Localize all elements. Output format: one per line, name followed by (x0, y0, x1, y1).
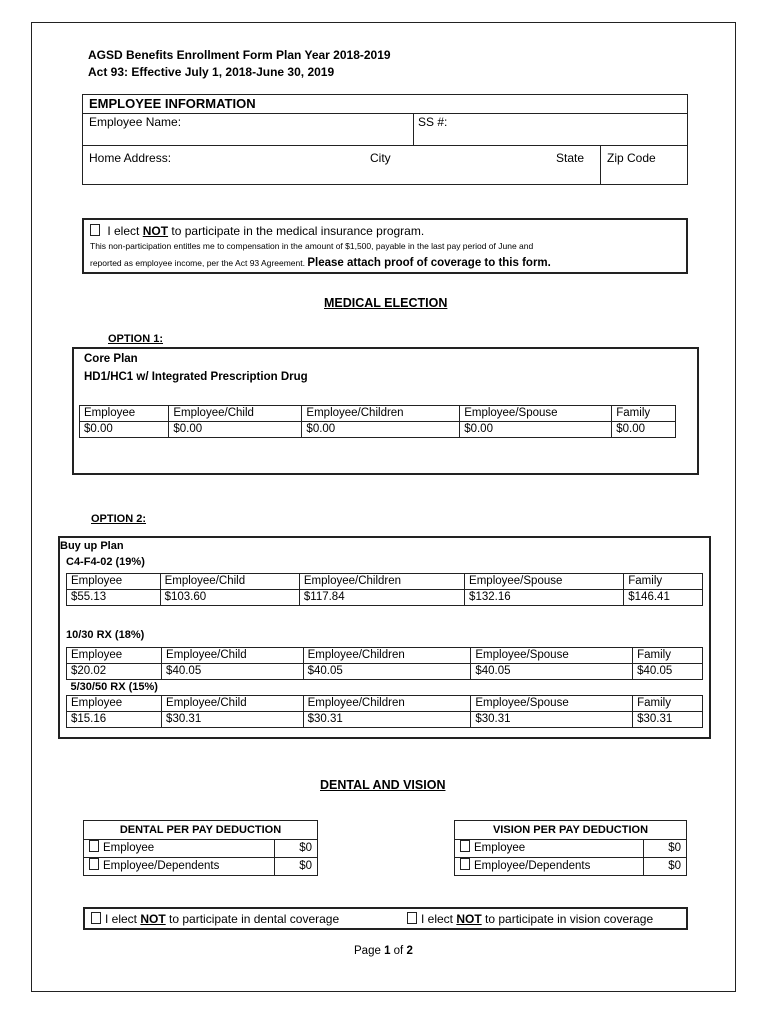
vision-dependents-checkbox[interactable] (460, 858, 470, 870)
col-employee-children: Employee/Children (302, 406, 460, 422)
rate-header-row (80, 406, 676, 422)
core-plan-subtitle: HD1/HC1 w/ Integrated Prescription Drug (84, 371, 308, 383)
vision-header: VISION PER PAY DEDUCTION (455, 821, 687, 840)
rate-value-row: $15.16 $30.31 $30.31 $30.31 $30.31 (67, 712, 703, 728)
opt-out-compensation-text: This non-participation entitles me to compensation in the amount of $1,500, payable in the last pay period of June and (90, 241, 534, 251)
zip-code-label: Zip Code (607, 151, 656, 165)
dental-employee-checkbox[interactable] (89, 840, 99, 852)
dental-row-dependents: Employee/Dependents $0 (84, 858, 318, 876)
col-employee: Employee (80, 406, 169, 422)
rate-header-row: Employee Employee/Child Employee/Children Employee/Spouse Family (67, 574, 703, 590)
medical-election-title: MEDICAL ELECTION (324, 296, 448, 310)
vision-row-dependents: Employee/Dependents $0 (455, 858, 687, 876)
plan-c4-name: C4-F4-02 (19%) (66, 556, 145, 568)
rate-header-row: Employee Employee/Child Employee/Children Employee/Spouse Family (67, 648, 703, 664)
plan-1030rx-rate-table (66, 647, 703, 728)
col-family: Family (612, 406, 676, 422)
core-plan-name: Core Plan (84, 353, 138, 365)
proof-of-coverage-note: Please attach proof of coverage to this form. (307, 257, 551, 269)
form-subtitle: Act 93: Effective July 1, 2018-June 30, 2019 (88, 65, 335, 79)
dental-row-employee: Employee $0 (84, 840, 318, 858)
plan-c4-rate-table (66, 573, 703, 606)
rate-value-row: $0.00 $0.00 $0.00 $0.00 $0.00 (80, 422, 676, 438)
employee-info-title: EMPLOYEE INFORMATION (83, 95, 687, 114)
col-employee-child: Employee/Child (169, 406, 302, 422)
page-number: Page 1 of 2 (354, 945, 413, 957)
option2-label: OPTION 2: (91, 513, 147, 525)
home-address-label: Home Address: (89, 151, 172, 165)
vision-deduction-table (454, 820, 687, 876)
dental-opt-out-checkbox[interactable] (91, 912, 101, 924)
employee-name-label: Employee Name: (89, 115, 182, 129)
option1-rate-table (79, 405, 676, 438)
form-title: AGSD Benefits Enrollment Form Plan Year 2018-2019 (88, 48, 391, 62)
opt-out-income-text: reported as employee income, per the Act 93 Agreement. Please attach proof of coverage to this form. (90, 257, 551, 269)
option1-label: OPTION 1: (108, 333, 164, 345)
dental-vision-opt-out-box: I elect NOT to participate in dental coverage I elect NOT to participate in vision coverage (83, 907, 688, 930)
vision-opt-out-checkbox[interactable] (407, 912, 417, 924)
medical-opt-out-checkbox[interactable] (90, 224, 100, 236)
vision-row-employee: Employee $0 (455, 840, 687, 858)
dental-header: DENTAL PER PAY DEDUCTION (84, 821, 318, 840)
dental-deduction-table (83, 820, 318, 876)
state-label: State (556, 151, 585, 165)
rate-value-row: $20.02 $40.05 $40.05 $40.05 $40.05 (67, 664, 703, 680)
plan-1030rx-name: 10/30 RX (18%) (66, 629, 145, 641)
dental-vision-title: DENTAL AND VISION (320, 778, 446, 792)
ss-label: SS #: (418, 115, 448, 129)
rate-value-row: $55.13 $103.60 $117.84 $132.16 $146.41 (67, 590, 703, 606)
city-label: City (370, 151, 391, 165)
name-row (83, 113, 687, 146)
vision-employee-checkbox[interactable] (460, 840, 470, 852)
col-employee-spouse: Employee/Spouse (460, 406, 612, 422)
rate-header-row: Employee Employee/Child Employee/Children Employee/Spouse Family (67, 696, 703, 712)
employee-info-table (82, 94, 688, 185)
plan-53050rx-name-row: 5/30/50 RX (15%) (67, 680, 703, 696)
medical-opt-out-box: I elect NOT to participate in the medical insurance program. This non-participation entitles me to compensation in the amount of $1,500, payable in the last pay period of June and reported as employee income, per the Act 93 Agreement. Please attach proof of coverage to this form. (82, 218, 688, 274)
dental-dependents-checkbox[interactable] (89, 858, 99, 870)
buy-up-plan-name: Buy up Plan (60, 540, 124, 552)
